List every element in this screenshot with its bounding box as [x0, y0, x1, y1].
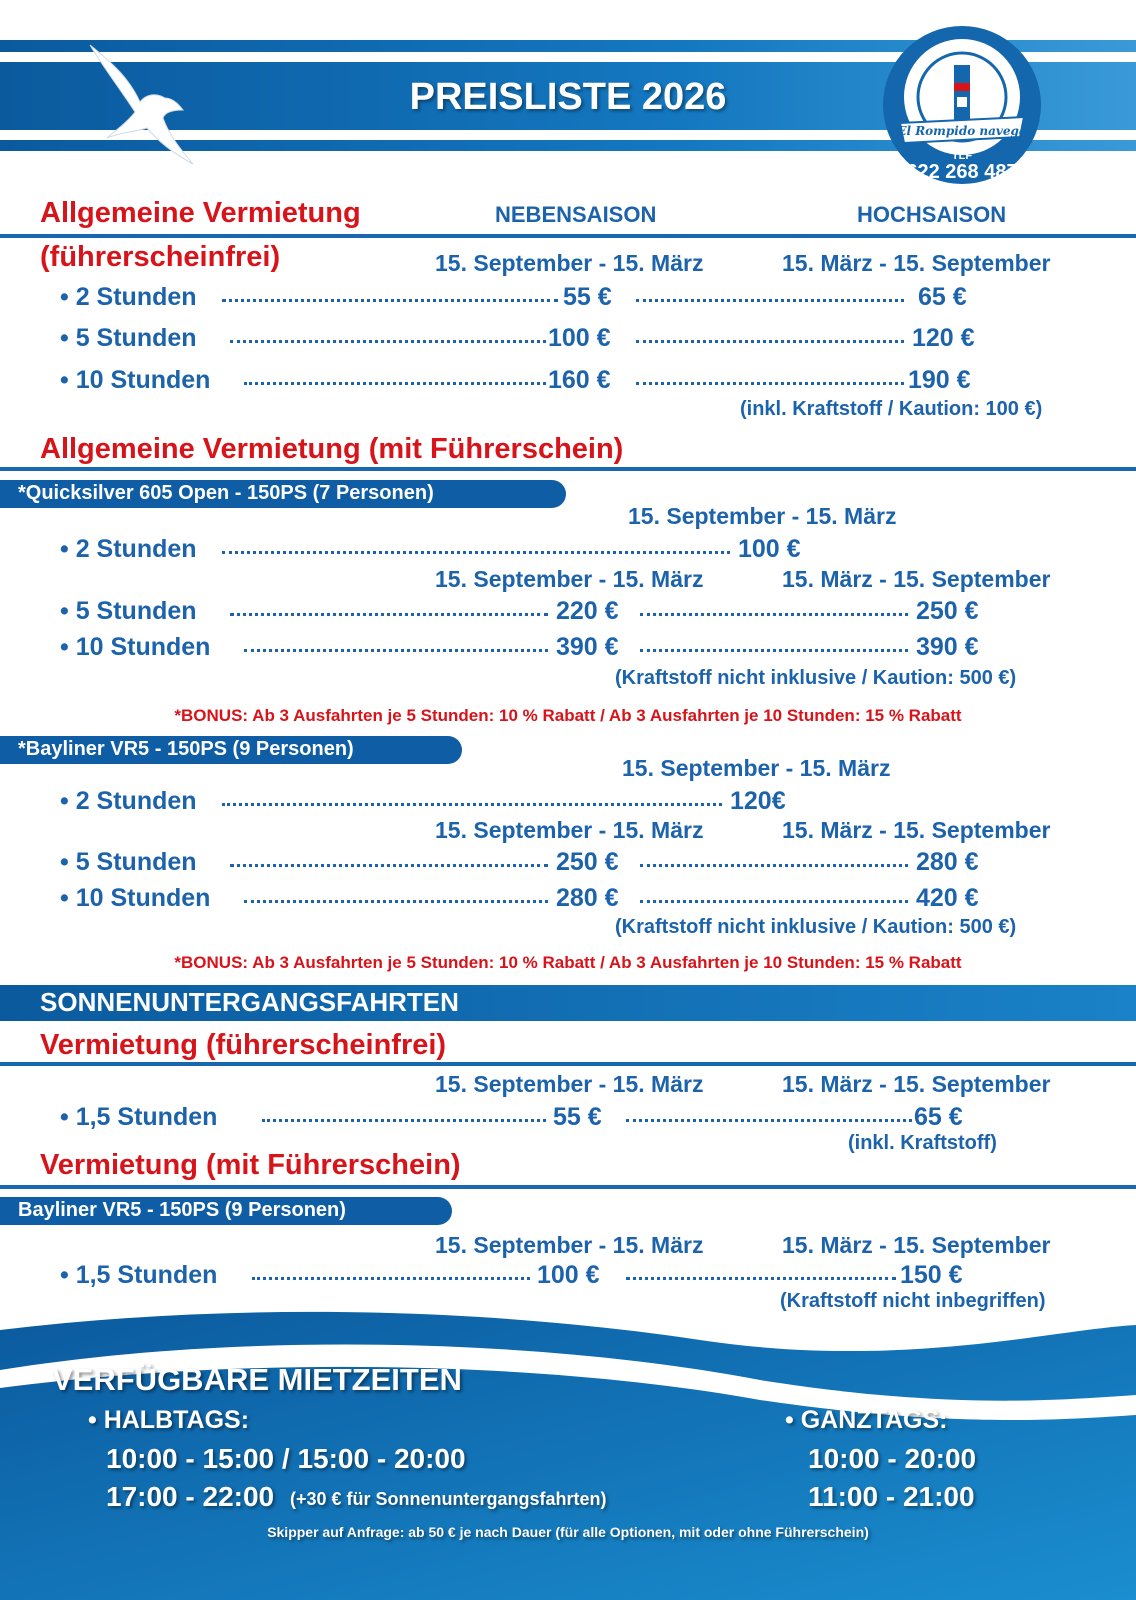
date-high: 15. März - 15. September [782, 1071, 1051, 1097]
row-label: • 10 Stunden [60, 633, 211, 661]
date-low: 15. September - 15. März [435, 1071, 704, 1097]
date-low: 15. September - 15. März [435, 250, 704, 276]
row-label: • 5 Stunden [60, 848, 197, 876]
price-low: 55 € [553, 1103, 602, 1131]
seagull-icon [85, 40, 200, 165]
note: (Kraftstoff nicht inbegriffen) [780, 1290, 1046, 1312]
section-title: Vermietung (mit Führerschein) [40, 1149, 461, 1181]
halbtags-times-1: 10:00 - 15:00 / 15:00 - 20:00 [106, 1443, 466, 1474]
boat-pill: Bayliner VR5 - 150PS (9 Personen) [0, 1197, 452, 1225]
boat-pill: *Quicksilver 605 Open - 150PS (7 Personen) [0, 480, 566, 508]
halbtags-label: • HALBTAGS: [88, 1406, 250, 1434]
price-high: 280 € [916, 848, 979, 876]
price: 100 € [738, 535, 801, 563]
price-high: 420 € [916, 884, 979, 912]
svg-text:El Rompido navega: El Rompido navega [897, 124, 1027, 138]
price-low: 250 € [556, 848, 619, 876]
price-high: 390 € [916, 633, 979, 661]
page-title: PREISLISTE 2026 [409, 76, 727, 118]
note: (inkl. Kraftstoff) [848, 1132, 997, 1154]
price-high: 250 € [916, 597, 979, 625]
date-low: 15. September - 15. März [622, 755, 891, 781]
row-label: • 1,5 Stunden [60, 1103, 218, 1131]
row-label: • 10 Stunden [60, 884, 211, 912]
row-label: • 1,5 Stunden [60, 1261, 218, 1289]
price-low: 100 € [537, 1261, 600, 1289]
row-label: • 10 Stunden [60, 366, 211, 394]
skipper-note: Skipper auf Anfrage: ab 50 € je nach Dauer (für alle Optionen, mit oder ohne Führerschein) [267, 1524, 869, 1540]
halbtags-times-2: 17:00 - 22:00 [106, 1481, 275, 1512]
date-high: 15. März - 15. September [782, 566, 1051, 592]
ganztags-times-2: 11:00 - 21:00 [808, 1481, 975, 1512]
bonus-note: *BONUS: Ab 3 Ausfahrten je 5 Stunden: 10 % Rabatt / Ab 3 Ausfahrten je 10 Stunden: 15 % Rabatt [174, 706, 962, 725]
price-high: 120 € [912, 324, 975, 352]
price: 120€ [730, 787, 786, 815]
price-low: 390 € [556, 633, 619, 661]
logo [882, 25, 1042, 185]
bonus-note: *BONUS: Ab 3 Ausfahrten je 5 Stunden: 10 % Rabatt / Ab 3 Ausfahrten je 10 Stunden: 15 % Rabatt [174, 953, 962, 972]
price-high: 190 € [908, 366, 971, 394]
halbtags-sunset-note: (+30 € für Sonnenuntergangsfahrten) [290, 1489, 607, 1509]
date-low: 15. September - 15. März [435, 566, 704, 592]
date-low: 15. September - 15. März [435, 817, 704, 843]
date-high: 15. März - 15. September [782, 817, 1051, 843]
row-label: • 2 Stunden [60, 787, 197, 815]
price-low: 220 € [556, 597, 619, 625]
price-high: 150 € [900, 1261, 963, 1289]
price-high: 65 € [918, 283, 967, 311]
price-low: 280 € [556, 884, 619, 912]
boat-pill: *Bayliner VR5 - 150PS (9 Personen) [0, 736, 462, 764]
price-low: 100 € [548, 324, 611, 352]
price-low: 160 € [548, 366, 611, 394]
section-title: Allgemeine Vermietung [40, 197, 361, 229]
date-high: 15. März - 15. September [782, 250, 1051, 276]
note: (Kraftstoff nicht inklusive / Kaution: 500 €) [615, 667, 1017, 689]
row-label: • 2 Stunden [60, 283, 197, 311]
ganztags-label: • GANZTAGS: [785, 1406, 948, 1434]
section-title: Allgemeine Vermietung (mit Führerschein) [40, 433, 624, 465]
note: (Kraftstoff nicht inklusive / Kaution: 500 €) [615, 916, 1017, 938]
row-label: • 5 Stunden [60, 597, 197, 625]
svg-text:TLF: TLF [951, 150, 973, 162]
column-header-high: HOCHSAISON [857, 202, 1007, 227]
price-low: 55 € [563, 283, 612, 311]
date-low: 15. September - 15. März [628, 503, 897, 529]
times-title: VERFÜGBARE MIETZEITEN [52, 1362, 462, 1397]
column-header-low: NEBENSAISON [495, 202, 657, 227]
price-high: 65 € [914, 1103, 963, 1131]
svg-text:622 268 487: 622 268 487 [906, 161, 1018, 183]
row-label: • 5 Stunden [60, 324, 197, 352]
ganztags-times-1: 10:00 - 20:00 [808, 1443, 977, 1474]
section-title: Vermietung (führerscheinfrei) [40, 1029, 447, 1061]
sunset-section-bar: SONNENUNTERGANGSFAHRTEN [0, 985, 1136, 1021]
section-subtitle: (führerscheinfrei) [40, 241, 281, 273]
note: (inkl. Kraftstoff / Kaution: 100 €) [740, 398, 1043, 420]
date-low: 15. September - 15. März [435, 1232, 704, 1258]
row-label: • 2 Stunden [60, 535, 197, 563]
date-high: 15. März - 15. September [782, 1232, 1051, 1258]
